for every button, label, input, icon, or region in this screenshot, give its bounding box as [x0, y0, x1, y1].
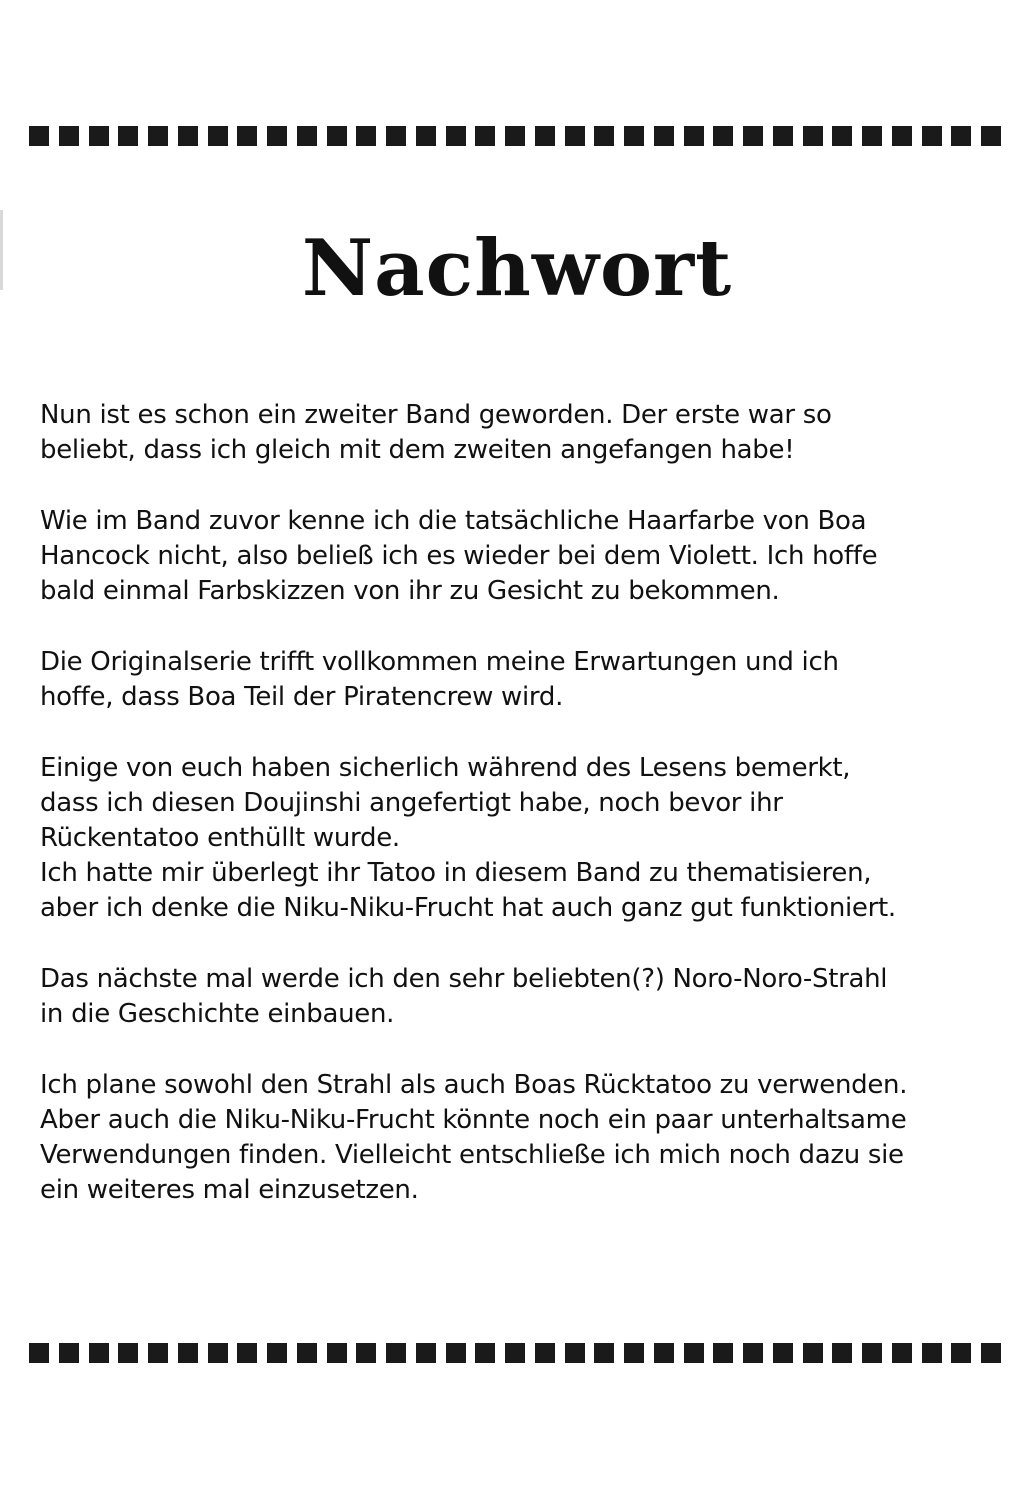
border-square: [624, 1343, 644, 1363]
paragraph-line: Nun ist es schon ein zweiter Band geworden. Der erste war so: [40, 400, 832, 430]
border-square: [386, 1343, 406, 1363]
border-square: [237, 126, 257, 146]
border-square: [327, 1343, 347, 1363]
border-square: [148, 126, 168, 146]
border-square: [892, 1343, 912, 1363]
border-square: [922, 126, 942, 146]
paragraph-line: Rückentatoo enthüllt wurde.: [40, 823, 400, 853]
border-square: [951, 126, 971, 146]
border-square: [684, 126, 704, 146]
paragraph-line: Ich plane sowohl den Strahl als auch Boas Rücktatoo zu verwenden.: [40, 1070, 908, 1100]
border-square: [803, 126, 823, 146]
border-square: [446, 1343, 466, 1363]
border-square: [684, 1343, 704, 1363]
border-square: [59, 126, 79, 146]
border-square: [29, 1343, 49, 1363]
border-square: [89, 126, 109, 146]
border-square: [624, 126, 644, 146]
border-square: [565, 1343, 585, 1363]
border-square: [118, 1343, 138, 1363]
border-square: [535, 1343, 555, 1363]
border-square: [148, 1343, 168, 1363]
border-square: [713, 126, 733, 146]
border-square: [832, 126, 852, 146]
paragraph-line: Das nächste mal werde ich den sehr beliebten(?) Noro-Noro-Strahl: [40, 964, 888, 994]
border-square: [297, 126, 317, 146]
border-square: [356, 126, 376, 146]
border-square: [237, 1343, 257, 1363]
border-square: [505, 126, 525, 146]
border-square: [654, 126, 674, 146]
border-square: [773, 126, 793, 146]
border-square: [743, 1343, 763, 1363]
border-square: [862, 126, 882, 146]
paragraph-line: hoffe, dass Boa Teil der Piratencrew wird.: [40, 682, 564, 712]
paragraph-line: Verwendungen finden. Vielleicht entschließe ich mich noch dazu sie: [40, 1140, 904, 1170]
paragraph-line: bald einmal Farbskizzen von ihr zu Gesicht zu bekommen.: [40, 576, 780, 606]
border-square: [565, 126, 585, 146]
border-square: [892, 126, 912, 146]
paragraph-line: Wie im Band zuvor kenne ich die tatsächliche Haarfarbe von Boa: [40, 506, 867, 536]
border-square: [505, 1343, 525, 1363]
paragraph-line: Aber auch die Niku-Niku-Frucht könnte noch ein paar unterhaltsame: [40, 1105, 907, 1135]
border-square: [178, 1343, 198, 1363]
page-title: Nachwort: [301, 223, 733, 314]
paragraph-3: [40, 645, 1015, 715]
border-square: [594, 1343, 614, 1363]
paragraph-line: Ich hatte mir überlegt ihr Tatoo in diesem Band zu thematisieren,: [40, 858, 872, 888]
afterword-body: [40, 398, 1015, 1244]
border-square: [981, 126, 1001, 146]
border-square: [297, 1343, 317, 1363]
border-square: [327, 126, 347, 146]
border-square: [118, 126, 138, 146]
border-square: [416, 126, 436, 146]
border-square: [773, 1343, 793, 1363]
border-square: [803, 1343, 823, 1363]
top-square-border: [29, 126, 1001, 146]
border-square: [475, 126, 495, 146]
border-square: [208, 126, 228, 146]
border-square: [743, 126, 763, 146]
paragraph-line: dass ich diesen Doujinshi angefertigt habe, noch bevor ihr: [40, 788, 783, 818]
border-square: [475, 1343, 495, 1363]
border-square: [981, 1343, 1001, 1363]
border-square: [386, 126, 406, 146]
paragraph-line: aber ich denke die Niku-Niku-Frucht hat auch ganz gut funktioniert.: [40, 893, 896, 923]
border-square: [862, 1343, 882, 1363]
border-square: [356, 1343, 376, 1363]
paragraph-line: Die Originalserie trifft vollkommen meine Erwartungen und ich: [40, 647, 839, 677]
paragraph-1: [40, 398, 1015, 468]
paragraph-line: in die Geschichte einbauen.: [40, 999, 395, 1029]
border-square: [178, 126, 198, 146]
paragraph-6: [40, 1068, 1015, 1208]
border-square: [922, 1343, 942, 1363]
border-square: [416, 1343, 436, 1363]
border-square: [89, 1343, 109, 1363]
paragraph-line: beliebt, dass ich gleich mit dem zweiten angefangen habe!: [40, 435, 795, 465]
border-square: [594, 126, 614, 146]
border-square: [654, 1343, 674, 1363]
border-square: [59, 1343, 79, 1363]
border-square: [267, 1343, 287, 1363]
bottom-square-border: [29, 1343, 1001, 1363]
paragraph-2: [40, 504, 1015, 609]
border-square: [29, 126, 49, 146]
border-square: [951, 1343, 971, 1363]
paragraph-4: [40, 751, 1015, 926]
border-square: [832, 1343, 852, 1363]
border-square: [713, 1343, 733, 1363]
paragraph-line: ein weiteres mal einzusetzen.: [40, 1175, 419, 1205]
border-square: [267, 126, 287, 146]
border-square: [535, 126, 555, 146]
paragraph-line: Einige von euch haben sicherlich während des Lesens bemerkt,: [40, 753, 851, 783]
paragraph-5: [40, 962, 1015, 1032]
border-square: [208, 1343, 228, 1363]
paragraph-line: Hancock nicht, also beließ ich es wieder bei dem Violett. Ich hoffe: [40, 541, 878, 571]
border-square: [446, 126, 466, 146]
